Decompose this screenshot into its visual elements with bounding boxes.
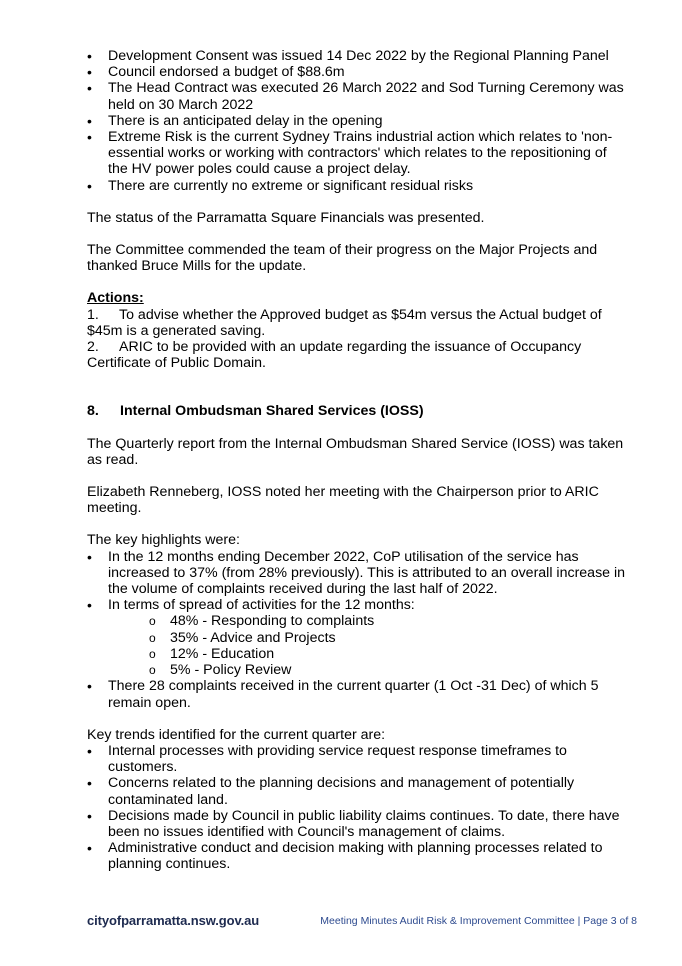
renneberg-paragraph: Elizabeth Renneberg, IOSS noted her meeting with the Chairperson prior to ARIC meeting. [87, 484, 599, 517]
action-text: ARIC to be provided with an update regarding the issuance of Occupancy Certificate of Public Domain. [87, 339, 582, 372]
page-footer [87, 913, 637, 933]
action-text: To advise whether the Approved budget as $54m versus the Actual budget of $45m is a generated saving. [87, 306, 602, 339]
project-status-list [87, 48, 627, 194]
sublist-item: o 5% - Policy Review [149, 662, 627, 678]
footer-page-info: Meeting Minutes Audit Risk & Improvement Committee | Page 3 of 8 [320, 915, 637, 927]
footer-website-logo: cityofparramatta.nsw.gov.au [87, 913, 260, 928]
list-item [87, 597, 627, 678]
list-item: • Concerns related to the planning decisions and management of potentially contaminated land. [87, 775, 627, 807]
list-item: • Internal processes with providing service request response timeframes to customers. [87, 743, 627, 775]
sublist-item: o 12% - Education [149, 646, 627, 662]
action-item [87, 339, 627, 371]
trends-intro: Key trends identified for the current quarter are: [87, 726, 386, 743]
sublist-item: o 35% - Advice and Projects [149, 630, 627, 646]
status-paragraph: The status of the Parramatta Square Financials was presented. [87, 209, 485, 226]
list-item: • There 28 complaints received in the current quarter (1 Oct -31 Dec) of which 5 remain open. [87, 678, 627, 710]
list-item: • In the 12 months ending December 2022, CoP utilisation of the service has increased to 37% (from 28% previously). This is attributed to an overall increase in the volume of complaints received during the last half of 2022. [87, 549, 627, 598]
list-item: • There is an anticipated delay in the opening [87, 113, 627, 129]
commended-paragraph: The Committee commended the team of their progress on the Major Projects and thanked Bruce Mills for the update. [87, 242, 598, 275]
list-item: • Council endorsed a budget of $88.6m [87, 64, 627, 80]
list-item: • Administrative conduct and decision making with planning processes related to planning continues. [87, 840, 627, 872]
sublist-item: o 48% - Responding to complaints [149, 613, 627, 629]
action-number: 1. [87, 306, 99, 323]
list-item: • Development Consent was issued 14 Dec 2022 by the Regional Planning Panel [87, 48, 627, 64]
section-heading [87, 403, 627, 419]
trends-list [87, 743, 627, 873]
document-body [87, 48, 627, 873]
list-item: • Extreme Risk is the current Sydney Trains industrial action which relates to 'non-essential works or working with contractors' which relates to the repositioning of the HV power poles could cause a project delay. [87, 129, 627, 178]
list-item: • Decisions made by Council in public liability claims continues. To date, there have been no issues identified with Council's management of claims. [87, 808, 627, 840]
highlights-list [87, 549, 627, 711]
section-title: Internal Ombudsman Shared Services (IOSS) [120, 403, 424, 420]
action-item [87, 307, 627, 339]
list-item-label: In terms of spread of activities for the 12 months: [108, 597, 415, 614]
highlights-intro: The key highlights were: [87, 532, 240, 549]
section-number: 8. [87, 403, 99, 420]
quarterly-paragraph: The Quarterly report from the Internal Ombudsman Shared Service (IOSS) was taken as read. [87, 435, 624, 468]
actions-heading: Actions: [87, 290, 144, 307]
activity-sublist [108, 613, 627, 678]
list-item: • There are currently no extreme or significant residual risks [87, 178, 627, 194]
list-item: • The Head Contract was executed 26 March 2022 and Sod Turning Ceremony was held on 30 March 2022 [87, 80, 627, 112]
action-number: 2. [87, 339, 99, 356]
